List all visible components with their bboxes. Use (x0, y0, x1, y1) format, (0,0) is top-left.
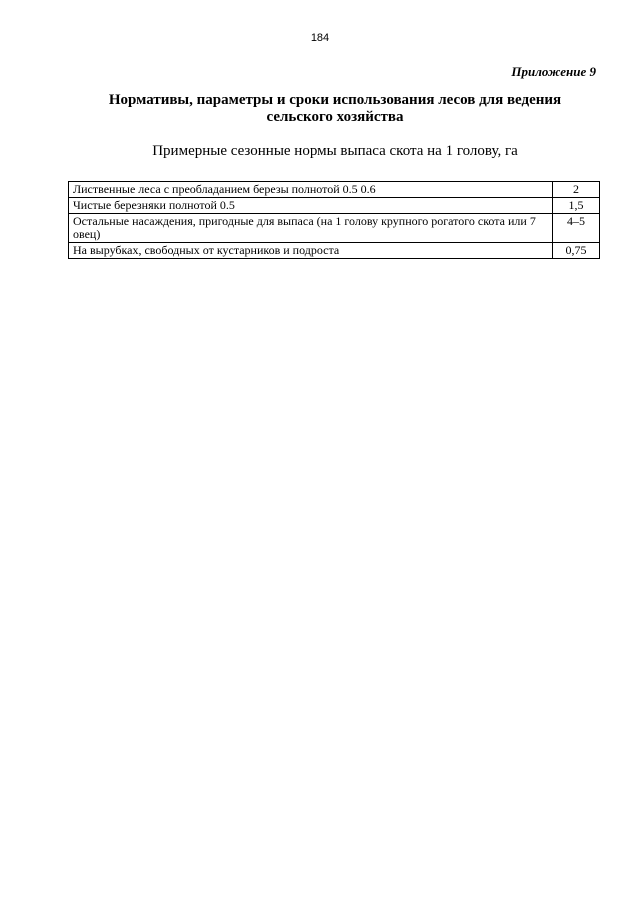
grazing-norms-table (68, 181, 600, 259)
row-description: Лиственные леса с преобладанием березы полнотой 0.5 0.6 (69, 182, 553, 198)
table-row (69, 182, 600, 198)
row-value: 2 (553, 182, 600, 198)
row-value: 4–5 (553, 214, 600, 243)
table-row (69, 214, 600, 243)
table-row (69, 198, 600, 214)
table-caption: Примерные сезонные нормы выпаса скота на 1 голову, га (152, 143, 518, 159)
document-title: Нормативы, параметры и сроки использования лесов для ведения сельского хозяйства (108, 92, 562, 125)
page-number: 184 (310, 32, 330, 44)
row-description: Чистые березняки полнотой 0.5 (69, 198, 553, 214)
row-description: На вырубках, свободных от кустарников и подроста (69, 243, 553, 259)
row-value: 0,75 (553, 243, 600, 259)
appendix-label: Приложение 9 (511, 64, 596, 79)
row-value: 1,5 (553, 198, 600, 214)
table-row (69, 243, 600, 259)
row-description: Остальные насаждения, пригодные для выпаса (на 1 голову крупного рогатого скота или 7 овец) (69, 214, 553, 243)
